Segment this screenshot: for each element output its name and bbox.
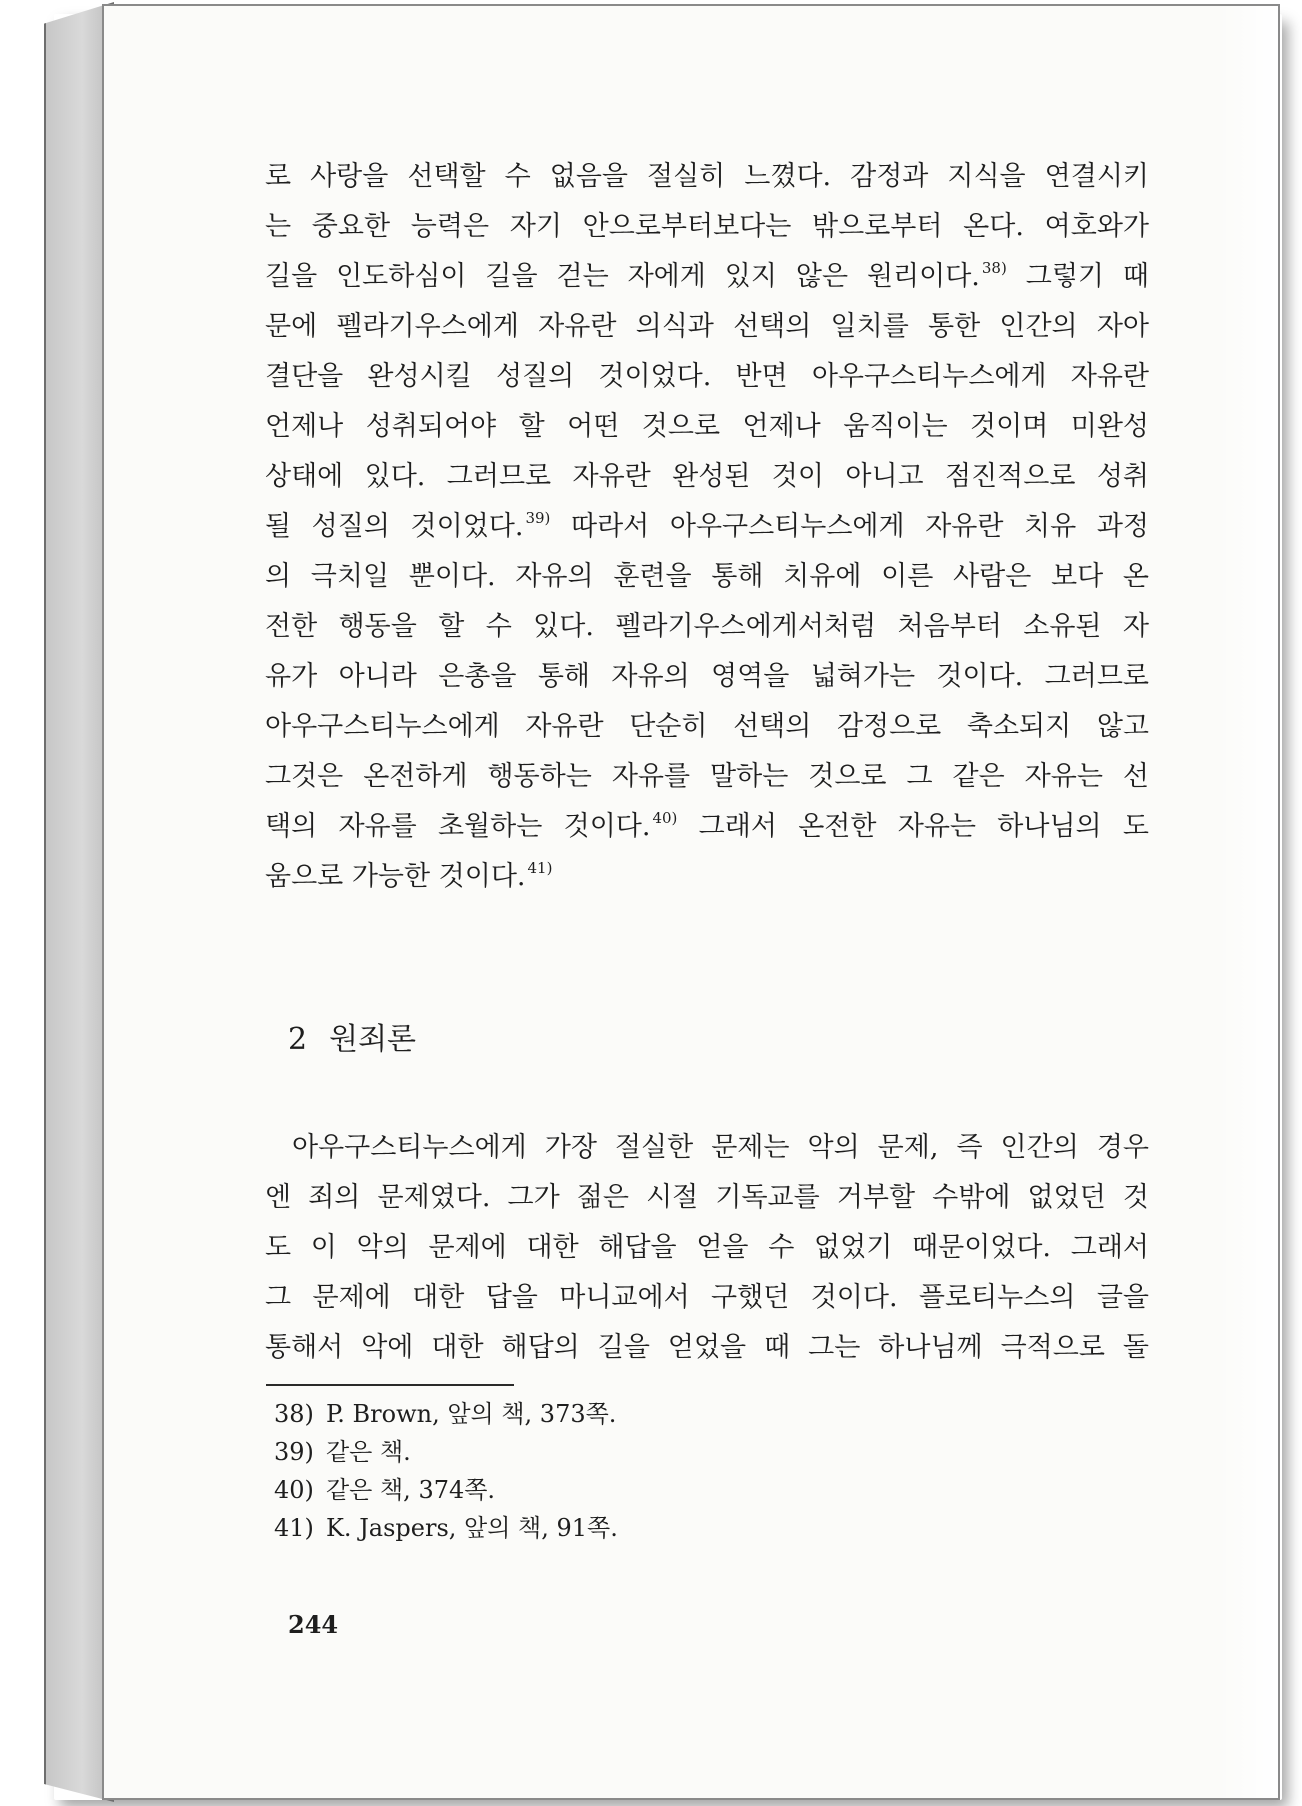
page-edge-fade [1218,6,1278,1798]
footnote-ref-40: 40) [652,809,678,827]
text-line: 그것은 온전하게 행동하는 자유를 말하는 것으로 그 같은 자유는 선 [265,761,1149,792]
footnote-number: 40) [274,1476,314,1504]
text-segment: 따라서 아우구스티누스에게 자유란 치유 과정 [550,511,1149,542]
text-line: 유가 아니라 은총을 통해 자유의 영역을 넓혀가는 것이다. 그러므로 [265,661,1149,692]
footnotes [274,1395,618,1547]
page-number: 244 [288,1610,339,1639]
section-title: 원죄론 [329,1022,417,1057]
text-line: 전한 행동을 할 수 있다. 펠라기우스에게서처럼 처음부터 소유된 자 [265,611,1149,642]
text-segment: 그래서 온전한 자유는 하나님의 도 [677,811,1149,842]
text-line [265,502,1149,552]
text-line [265,852,1149,902]
footnote-text: P. Brown, 앞의 책, 373쪽. [326,1400,617,1428]
section-heading [288,1015,416,1065]
footnote-divider [266,1384,514,1386]
text-line: 통해서 악에 대한 해답의 길을 얻었을 때 그는 하나님께 극적으로 돌 [265,1332,1149,1363]
text-line: 언제나 성취되어야 할 어떤 것으로 언제나 움직이는 것이며 미완성 [265,411,1149,442]
text-line: 결단을 완성시킬 성질의 것이었다. 반면 아우구스티누스에게 자유란 [265,361,1149,392]
text-line [265,252,1149,302]
text-line: 엔 죄의 문제였다. 그가 젊은 시절 기독교를 거부할 수밖에 없었던 것 [265,1182,1149,1213]
text-segment: 길을 인도하심이 길을 걷는 자에게 있지 않은 원리이다. [265,261,980,292]
footnote-text: 같은 책, 374쪽. [326,1476,496,1504]
text-line: 도 이 악의 문제에 대한 해답을 얻을 수 없었기 때문이었다. 그래서 [265,1232,1149,1263]
footnote-text: K. Jaspers, 앞의 책, 91쪽. [326,1514,618,1542]
text-line: 그 문제에 대한 답을 마니교에서 구했던 것이다. 플로티누스의 글을 [265,1282,1149,1313]
footnote-41 [274,1509,618,1547]
text-line: 는 중요한 능력은 자기 안으로부터보다는 밖으로부터 온다. 여호와가 [265,211,1149,242]
paragraph-2 [265,1123,1149,1373]
text-line: 로 사랑을 선택할 수 없음을 절실히 느꼈다. 감정과 지식을 연결시키 [265,161,1149,192]
footnote-number: 39) [274,1438,314,1466]
footnote-number: 41) [274,1514,314,1542]
text-line: 문에 펠라기우스에게 자유란 의식과 선택의 일치를 통한 인간의 자아 [265,311,1149,342]
text-line: 상태에 있다. 그러므로 자유란 완성된 것이 아니고 점진적으로 성취 [265,461,1149,492]
text-segment: 그렇기 때 [1006,261,1149,292]
footnote-ref-41: 41) [527,859,553,877]
text-segment: 될 성질의 것이었다. [265,511,524,542]
footnote-number: 38) [274,1400,314,1428]
footnote-ref-38: 38) [981,259,1007,277]
text-line [265,802,1149,852]
footnote-38 [274,1395,618,1433]
text-segment: 움으로 가능한 것이다. [265,861,526,892]
footnote-text: 같은 책. [326,1438,411,1466]
text-line: 아우구스티누스에게 자유란 단순히 선택의 감정으로 축소되지 않고 [265,711,1149,742]
paragraph-1 [265,152,1149,902]
text-segment: 택의 자유를 초월하는 것이다. [265,811,651,842]
footnote-40 [274,1471,618,1509]
footnote-ref-39: 39) [525,509,551,527]
section-number: 2 [288,1022,308,1057]
text-line: 의 극치일 뿐이다. 자유의 훈련을 통해 치유에 이른 사람은 보다 온 [265,561,1149,592]
footnote-39 [274,1433,618,1471]
text-line: 아우구스티누스에게 가장 절실한 문제는 악의 문제, 즉 인간의 경우 [292,1132,1149,1163]
